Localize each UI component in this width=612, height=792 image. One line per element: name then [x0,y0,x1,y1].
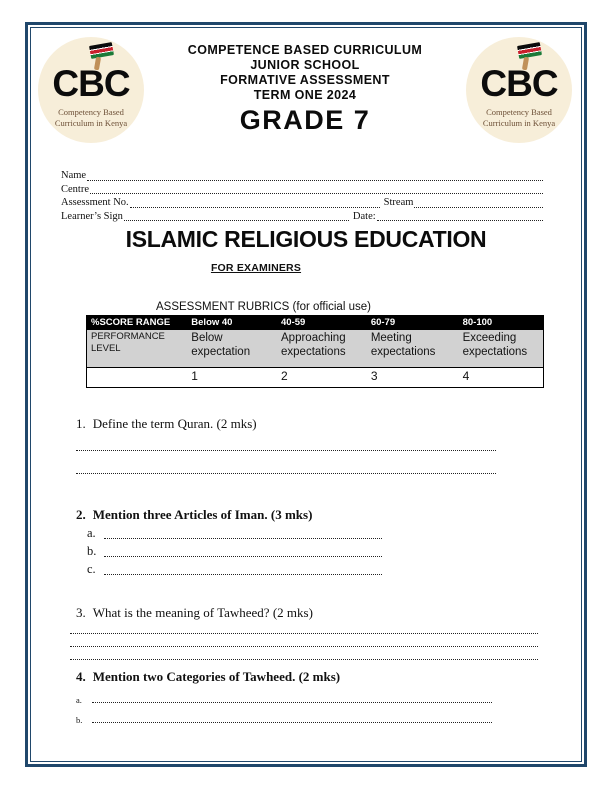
rubrics-caption: ASSESSMENT RUBRICS (for official use) [156,301,371,313]
sub-item-b [28,711,584,725]
name-answer-line [87,180,543,181]
logo-acronym: CBC [52,63,130,104]
rubrics-table [86,315,544,388]
answer-line [92,702,492,703]
performance-level-header-cell: PERFORMANCE LEVEL [87,330,188,368]
date-answer-line [377,220,543,221]
score-range-cell-3: 60-79 [367,316,459,330]
points-cell-2: 2 [277,368,367,388]
question-2 [28,507,584,523]
centre-answer-line [90,193,543,194]
cbc-logo-left [38,37,144,143]
sub-item-b [28,544,584,559]
logo-caption-line2: Curriculum in Kenya [54,118,128,129]
question-1-text: Define the term Quran. (2 mks) [92,416,257,431]
answer-line [70,646,538,647]
for-examiners-label: FOR EXAMINERS [210,262,302,274]
question-4-text: Mention two Categories of Tawheed. (2 mks) [92,669,341,684]
sub-item-a [28,526,584,541]
centre-label: Centre [61,183,89,195]
page-content [28,25,584,764]
header-title-line-3: FORMATIVE ASSESSMENT [220,73,390,87]
sub-item-a-label: a. [87,526,96,540]
grade-title: GRADE 7 [239,105,371,135]
question-4 [28,669,584,685]
points-header-cell [87,368,188,388]
question-1-number: 1. [76,416,86,431]
question-3 [28,605,584,621]
learner-sign-label: Learner’s Sign [61,210,123,222]
question-3-text: What is the meaning of Tawheed? (2 mks) [92,605,313,620]
points-cell-4: 4 [459,368,544,388]
header-title-line-2: JUNIOR SCHOOL [250,58,360,72]
answer-line [70,659,538,660]
points-row [87,368,544,388]
form-row-assessment [61,196,544,210]
score-range-header-cell: %SCORE RANGE [87,316,188,330]
form-row-sign [61,210,544,224]
logo-caption [466,107,572,130]
points-cell-3: 3 [367,368,459,388]
logo-caption-line2: Curriculum in Kenya [482,118,556,129]
answer-line [76,473,496,474]
for-examiners [28,258,584,276]
answer-line [104,556,382,557]
performance-level-cell-4: Exceeding expectations [459,330,544,368]
logo-caption-line1: Competency Based [486,107,552,117]
score-range-cell-2: 40-59 [277,316,367,330]
logo-caption [38,107,144,130]
answer-line [104,538,382,539]
form-row-centre [61,183,544,197]
cbc-logo-right [466,37,572,143]
question-1 [28,416,584,432]
kenya-flag-icon [517,42,542,59]
kenya-flag-icon [89,42,114,59]
stream-answer-line [414,207,543,208]
form-row-name [61,169,544,183]
assessment-no-answer-line [130,207,380,208]
logo-acronym: CBC [480,63,558,104]
sub-item-c-label: c. [87,562,96,576]
header-title-block [144,37,466,135]
header-title-line-4: TERM ONE 2024 [253,88,357,102]
score-range-row [87,316,544,330]
learner-sign-answer-line [124,220,349,221]
sub-item-a-label: a. [76,695,82,705]
question-2-text: Mention three Articles of Iman. (3 mks) [92,507,313,522]
performance-level-cell-3: Meeting expectations [367,330,459,368]
name-label: Name [61,170,87,181]
performance-level-cell-2: Approaching expectations [277,330,367,368]
question-2-number: 2. [76,507,86,522]
header-title-line-1: COMPETENCE BASED CURRICULUM [187,43,423,57]
assessment-no-label: Assessment No. [61,197,129,208]
points-cell-1: 1 [187,368,277,388]
answer-line [104,574,382,575]
performance-level-row [87,330,544,368]
sub-item-b-label: b. [87,544,97,558]
header [28,37,584,143]
logo-caption-line1: Competency Based [58,107,124,117]
question-3-number: 3. [76,605,86,620]
stream-label: Stream [383,197,414,208]
date-label: Date: [352,210,376,222]
performance-level-cell-1: Below expectation [187,330,277,368]
subject-title: ISLAMIC RELIGIOUS EDUCATION [125,226,487,252]
sub-item-b-label: b. [76,715,83,725]
score-range-cell-4: 80-100 [459,316,544,330]
question-4-number: 4. [76,669,86,684]
student-details-form [61,169,544,223]
page-border-frame [25,22,587,767]
score-range-cell-1: Below 40 [187,316,277,330]
answer-line [70,633,538,634]
answer-line [76,450,496,451]
answer-line [92,722,492,723]
sub-item-a [28,691,584,705]
sub-item-c [28,562,584,577]
